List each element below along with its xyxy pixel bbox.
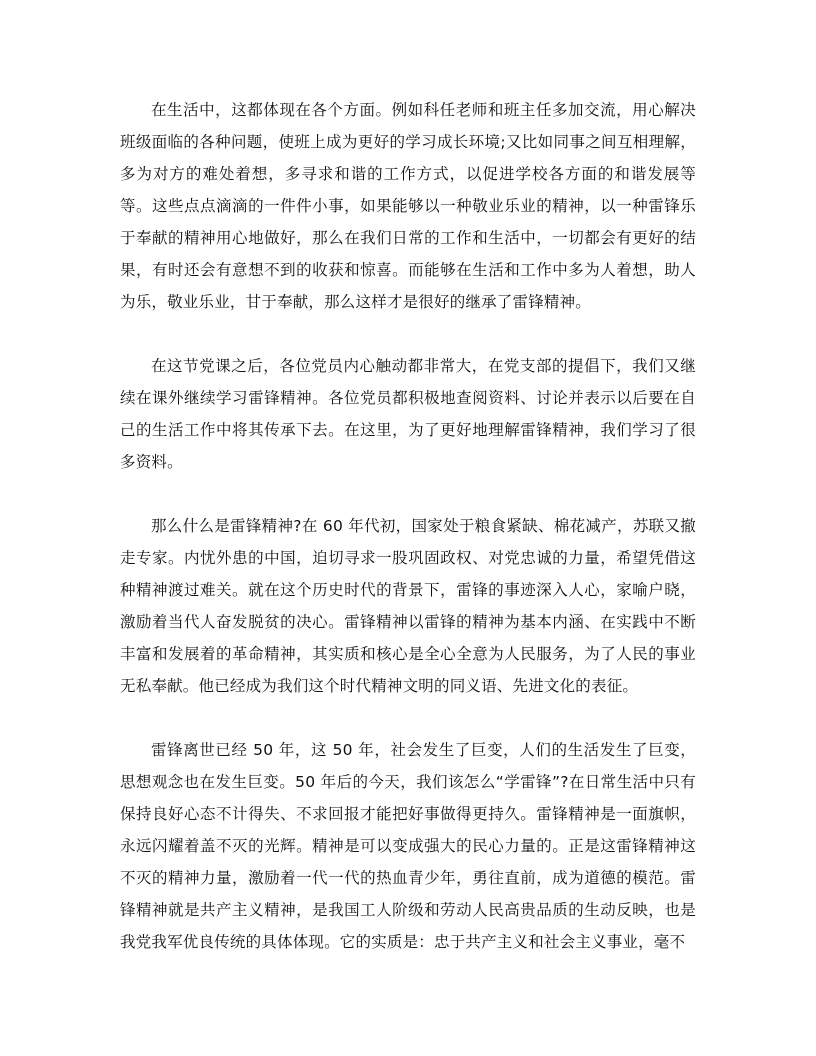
paragraph-1: 在生活中，这都体现在各个方面。例如科任老师和班主任多加交流，用心解决班级面临的各种问题，使班上成为更好的学习成长环境;又比如同事之间互相理解，多为对方的难处着想，多寻求和谐的工作方式，以促进学校各方面的和谐发展等等。这些点点滴滴的一件件小事，如果能够以一种敬业乐业的精神，以一种雷锋乐于奉献的精神用心地做好，那么在我们日常的工作和生活中，一切都会有更好的结果，有时还会有意想不到的收获和惊喜。而能够在生活和工作中多为人着想，助人为乐，敬业乐业，甘于奉献，那么这样才是很好的继承了雷锋精神。 xyxy=(120,101,696,311)
paragraph-2: 在这节党课之后，各位党员内心触动都非常大，在党支部的提倡下，我们又继续在课外继续学习雷锋精神。各位党员都积极地查阅资料、讨论并表示以后要在自己的生活工作中将其传承下去。在这里，为了更好地理解雷锋精神，我们学习了很多资料。 xyxy=(120,357,696,471)
paragraph-3: 那么什么是雷锋精神?在 60 年代初，国家处于粮食紧缺、棉花减产，苏联又撤走专家。内忧外患的中国，迫切寻求一股巩固政权、对党忠诚的力量，希望凭借这种精神渡过难关。就在这个历史时代的背景下，雷锋的事迹深入人心，家喻户晓，激励着当代人奋发脱贫的决心。雷锋精神以雷锋的精神为基本内涵、在实践中不断丰富和发展着的革命精神，其实质和核心是全心全意为人民服务，为了人民的事业无私奉献。他已经成为我们这个时代精神文明的同义语、先进文化的表征。 xyxy=(120,517,696,695)
document-body xyxy=(120,94,696,990)
paragraph-4: 雷锋离世已经 50 年，这 50 年，社会发生了巨变，人们的生活发生了巨变，思想观念也在发生巨变。50 年后的今天，我们该怎么“学雷锋”?在日常生活中只有保持良好心态不计得失、不求回报才能把好事做得更持久。雷锋精神是一面旗帜，永远闪耀着盖不灭的光辉。精神是可以变成强大的民心力量的。正是这雷锋精神这不灭的精神力量，激励着一代一代的热血青少年，勇往直前，成为道德的模范。雷锋精神就是共产主义精神，是我国工人阶级和劳动人民高贵品质的生动反映，也是我党我军优良传统的具体体现。它的实质是：忠于共产主义和社会主义事业，毫不 xyxy=(120,741,696,951)
